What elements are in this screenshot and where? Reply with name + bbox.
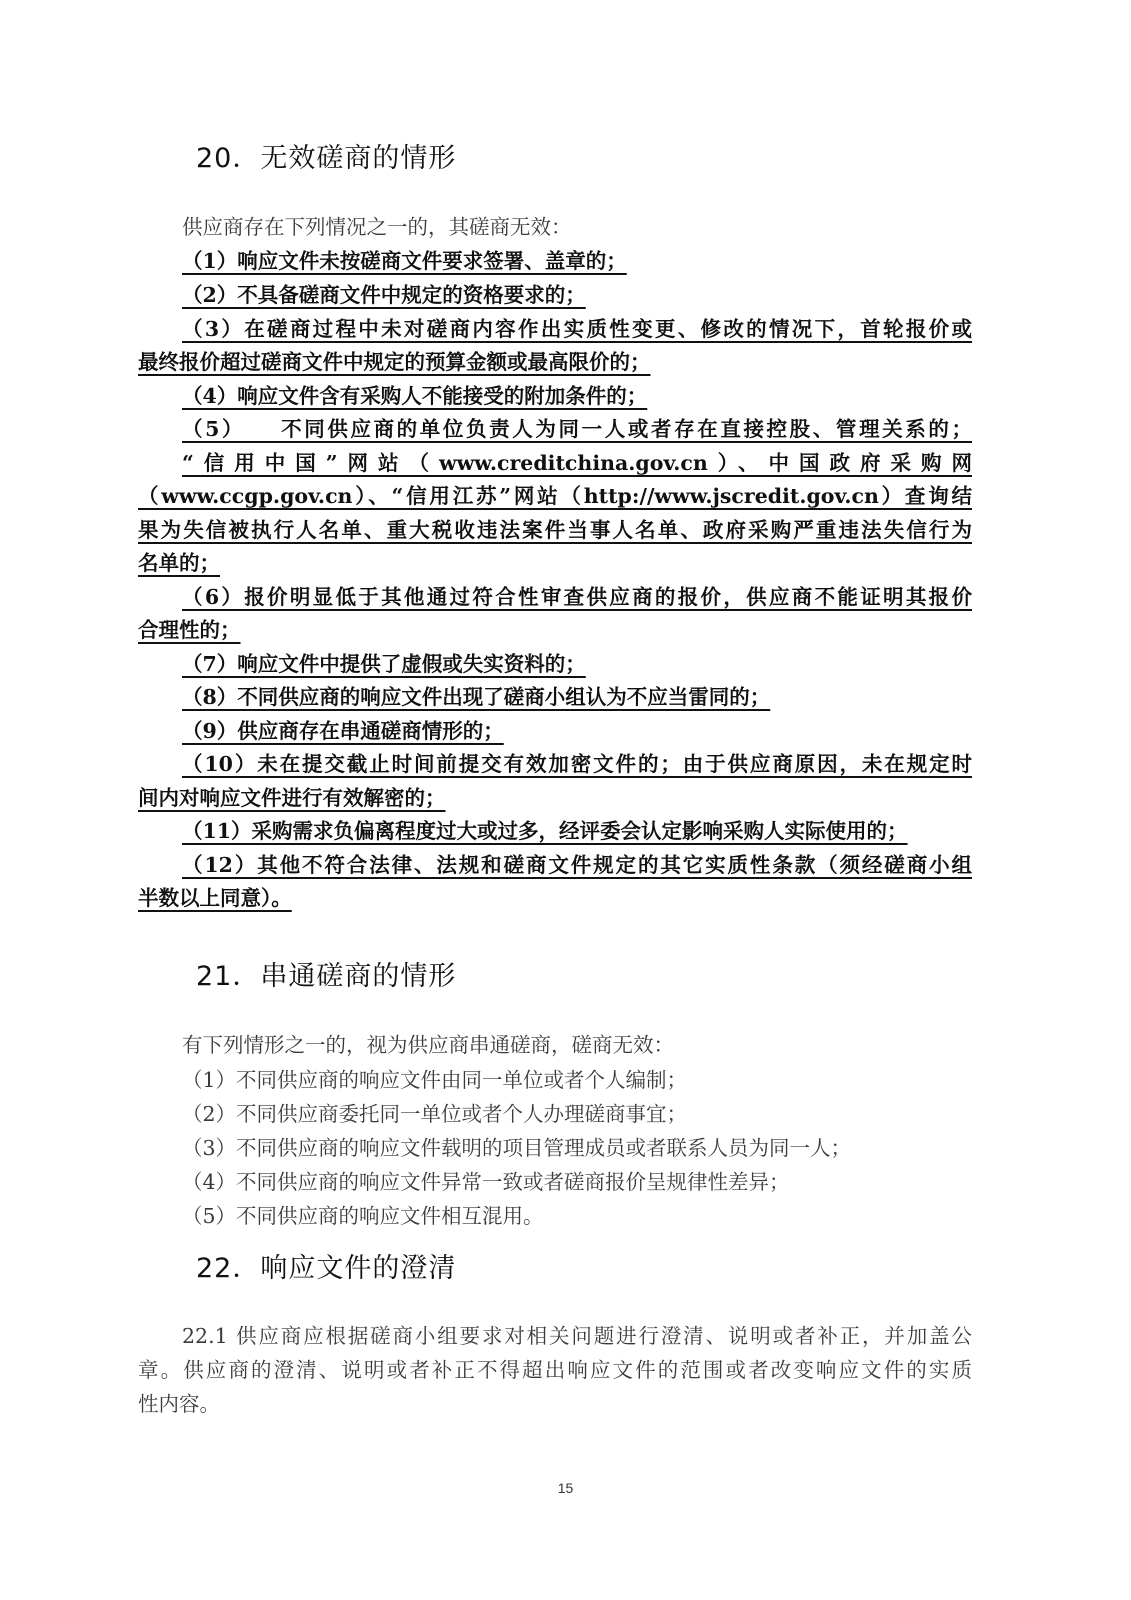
section-20-item-2: （2）不具备磋商文件中规定的资格要求的； bbox=[182, 283, 586, 307]
section-20-item-1: （1）响应文件未按磋商文件要求签署、盖章的； bbox=[182, 249, 627, 273]
section-21-item-1: （1）不同供应商的响应文件由同一单位或者个人编制； bbox=[182, 1068, 688, 1092]
section-21-item-2: （2）不同供应商委托同一单位或者个人办理磋商事宜； bbox=[182, 1102, 688, 1126]
section-22-paragraph-line-2: 章。供应商的澄清、说明或者补正不得超出响应文件的范围或者改变响应文件的实质 bbox=[138, 1358, 972, 1382]
section-21-item-5: （5）不同供应商的响应文件相互混用。 bbox=[182, 1204, 544, 1228]
section-20-item-7: （7）响应文件中提供了虚假或失实资料的； bbox=[182, 652, 586, 676]
section-20-item-10-line-2: 间内对响应文件进行有效解密的； bbox=[138, 786, 446, 810]
section-20-item-10-line-1: （10）未在提交截止时间前提交有效加密文件的；由于供应商原因，未在规定时 bbox=[182, 752, 972, 776]
section-20-item-5-line-5: 名单的； bbox=[138, 551, 220, 575]
section-21-item-3: （3）不同供应商的响应文件载明的项目管理成员或者联系人员为同一人； bbox=[182, 1136, 852, 1160]
section-20-item-6-line-2: 合理性的； bbox=[138, 618, 241, 642]
page-number: 15 bbox=[557, 1480, 574, 1496]
section-20-item-3-line-1: （3）在磋商过程中未对磋商内容作出实质性变更、修改的情况下，首轮报价或 bbox=[182, 317, 972, 341]
section-20-item-5-line-2: “信用中国”网站（www.creditchina.gov.cn）、中国政府采购网 bbox=[182, 451, 972, 475]
section-21-intro: 有下列情形之一的，视为供应商串通磋商，磋商无效： bbox=[182, 1033, 674, 1057]
section-21-item-4: （4）不同供应商的响应文件异常一致或者磋商报价呈规律性差异； bbox=[182, 1170, 790, 1194]
section-20-item-12-line-2: 半数以上同意）。 bbox=[138, 886, 292, 910]
section-20-item-11: （11）采购需求负偏离程度过大或过多，经评委会认定影响采购人实际使用的； bbox=[182, 819, 908, 843]
section-22-heading: 22．响应文件的澄清 bbox=[196, 1253, 457, 1284]
section-20-item-6-line-1: （6）报价明显低于其他通过符合性审查供应商的报价，供应商不能证明其报价 bbox=[182, 585, 972, 609]
section-20-item-5-line-3: （www.ccgp.gov.cn）、“信用江苏”网站（http://www.jscredit.gov.cn）查询结 bbox=[138, 484, 972, 508]
section-20-item-12-line-1: （12）其他不符合法律、法规和磋商文件规定的其它实质性条款（须经磋商小组 bbox=[182, 853, 972, 877]
section-20-intro: 供应商存在下列情况之一的，其磋商无效： bbox=[182, 215, 572, 239]
section-22-paragraph-line-3: 性内容。 bbox=[138, 1392, 220, 1416]
section-20-item-3-line-2: 最终报价超过磋商文件中规定的预算金额或最高限价的； bbox=[138, 350, 651, 374]
section-20-item-4: （4）响应文件含有采购人不能接受的附加条件的； bbox=[182, 384, 648, 408]
section-22-paragraph-line-1: 22.1 供应商应根据磋商小组要求对相关问题进行澄清、说明或者补正，并加盖公 bbox=[182, 1324, 972, 1348]
section-20-heading: 20．无效磋商的情形 bbox=[196, 143, 457, 174]
section-20-item-5-line-1: （5） 不同供应商的单位负责人为同一人或者存在直接控股、管理关系的； bbox=[182, 417, 972, 441]
section-21-heading: 21．串通磋商的情形 bbox=[196, 961, 457, 992]
section-20-item-5-line-4: 果为失信被执行人名单、重大税收违法案件当事人名单、政府采购严重违法失信行为 bbox=[138, 518, 972, 542]
section-20-item-9: （9）供应商存在串通磋商情形的； bbox=[182, 719, 504, 743]
section-20-item-8: （8）不同供应商的响应文件出现了磋商小组认为不应当雷同的； bbox=[182, 685, 771, 709]
